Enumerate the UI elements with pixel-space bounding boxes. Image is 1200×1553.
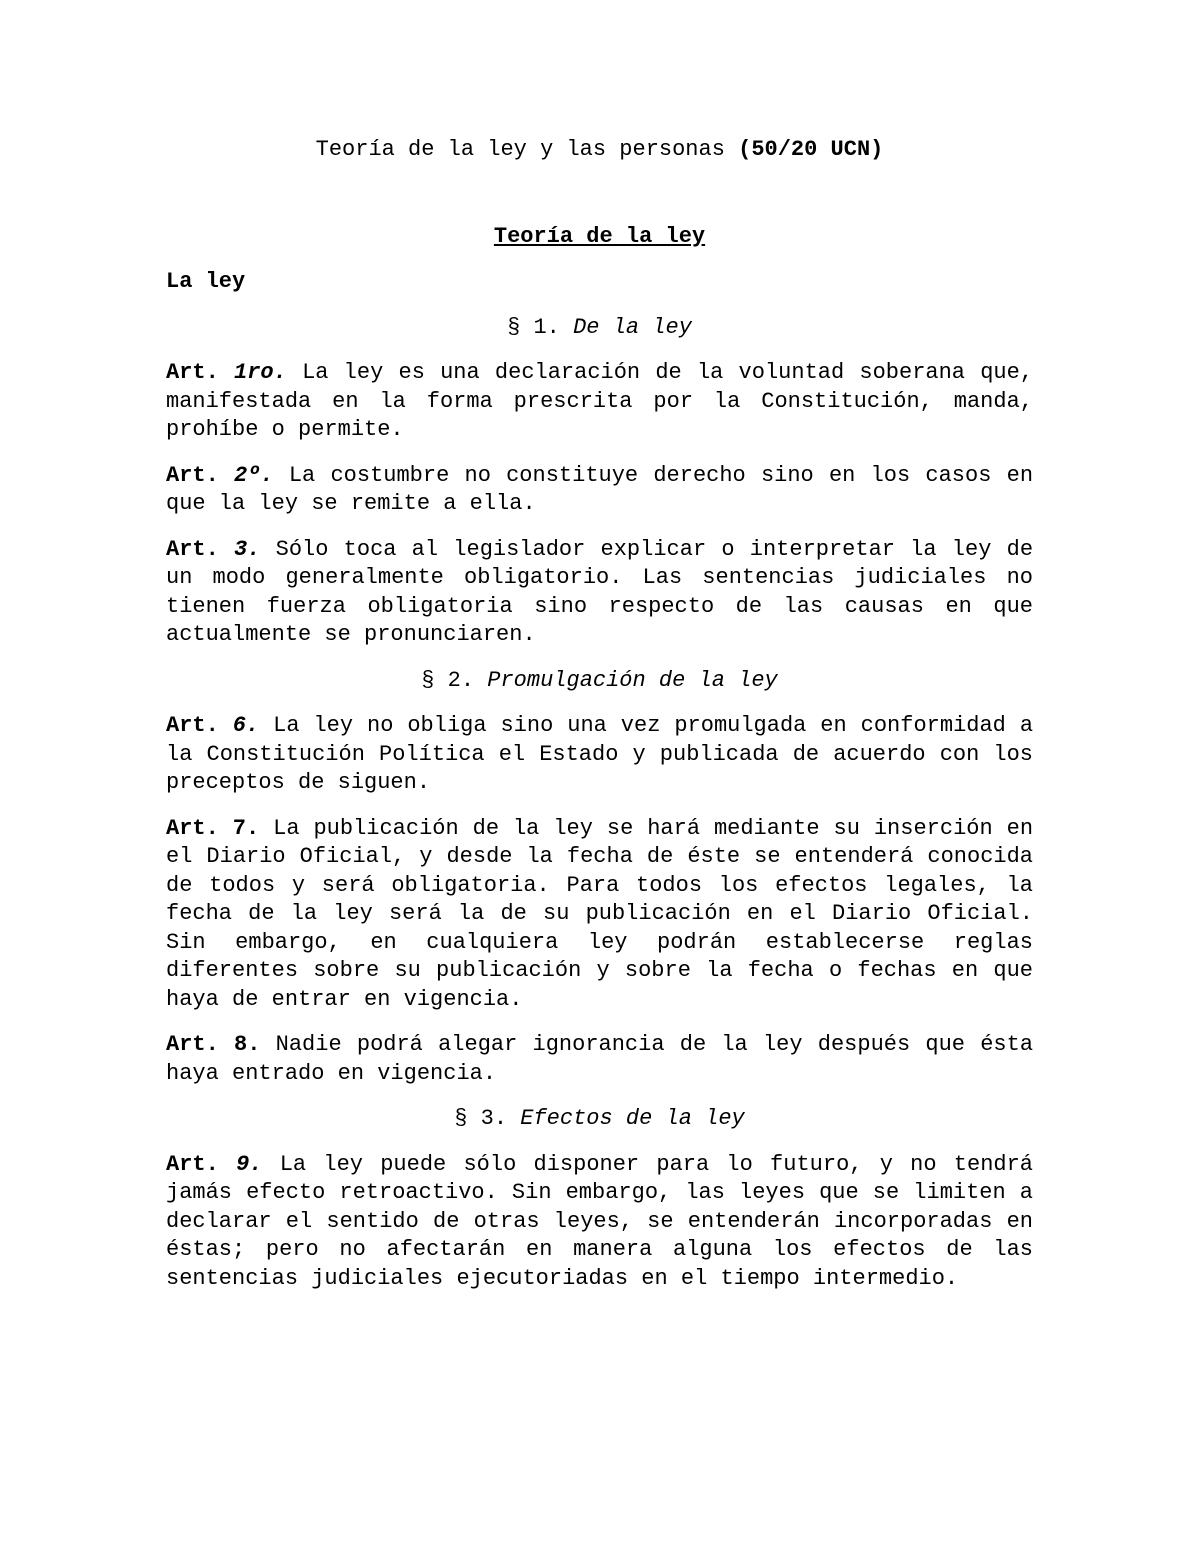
article-number: 1ro. [234, 360, 287, 385]
paragraph-mark: § 2. [421, 667, 475, 693]
article-text: La ley puede sólo disponer para lo futuro, y no tendrá jamás efecto retroactivo. Sin embargo, las leyes que se limiten a declarar el sentido de otras leyes, se entenderán incorporadas en éstas; pero no afectarán en manera alguna los efectos de las sentencias judiciales ejecutoriadas en el tiempo intermedio. [166, 1151, 1034, 1291]
article-6 [166, 712, 1033, 798]
article-text: La ley es una declaración de la voluntad soberana que, manifestada en la forma prescrita por la Constitución, manda, prohíbe o permite. [166, 360, 1034, 442]
article-number: 7. [232, 815, 260, 841]
article-label: Art. [166, 1151, 219, 1177]
article-label: Art. [166, 815, 219, 841]
paragraph-mark: § 1. [507, 314, 560, 340]
paragraph-title: De la ley [573, 314, 692, 340]
section-title: Teoría de la ley [493, 223, 706, 249]
article-number: 9. [236, 1151, 263, 1177]
chapter-heading: La ley [166, 269, 246, 294]
article-7 [166, 815, 1033, 1015]
article-text: La ley no obliga sino una vez promulgada en conformidad a la Constitución Política el Estado y publicada de acuerdo con los preceptos de siguen. [166, 713, 1034, 795]
article-label: Art. [166, 536, 219, 562]
article-text: Nadie podrá alegar ignorancia de la ley después que ésta haya entrado en vigencia. [166, 1032, 1034, 1086]
article-8 [166, 1031, 1033, 1088]
paragraph-title: Promulgación de la ley [487, 667, 778, 693]
paragraph-heading-3 [166, 1105, 1033, 1134]
article-number: 3. [234, 536, 261, 562]
document-title-text: Teoría de la ley y las personas [315, 137, 725, 162]
article-text: Sólo toca al legislador explicar o interpretar la ley de un modo generalmente obligatorio. Las sentencias judiciales no tienen fuerza obligatoria sino respecto de las causas en que actualmente se pronunciaren. [166, 536, 1034, 647]
article-number: 8. [234, 1032, 261, 1057]
document-title [166, 136, 1033, 165]
article-label: Art. [166, 713, 219, 738]
paragraph-mark: § 3. [454, 1106, 508, 1131]
article-text: La costumbre no constituye derecho sino en los casos en que la ley se remite a ella. [166, 462, 1034, 516]
paragraph-title: Efectos de la ley [520, 1106, 745, 1131]
article-label: Art. [166, 462, 219, 488]
article-9 [166, 1151, 1033, 1294]
article-text: La publicación de la ley se hará mediante su inserción en el Diario Oficial, y desde la fecha de éste se entenderá conocida de todos y será obligatoria. Para todos los efectos legales, la fecha de la ley será la de su publicación en el Diario Oficial. Sin embargo, en cualquiera ley podrán establecerse reglas diferentes sobre su publicación y sobre la fecha o fechas en que haya de entrar en vigencia. [166, 815, 1034, 1012]
article-1 [166, 359, 1033, 445]
paragraph-heading-2 [166, 667, 1033, 696]
document-page [166, 136, 1033, 1310]
article-number: 2º. [234, 462, 274, 488]
article-2 [166, 462, 1033, 519]
article-label: Art. [166, 1032, 219, 1057]
article-number: 6. [232, 713, 260, 738]
document-title-code: (50/20 UCN) [738, 137, 884, 162]
article-label: Art. [166, 360, 219, 385]
article-3 [166, 536, 1033, 650]
paragraph-heading-1 [166, 314, 1033, 343]
